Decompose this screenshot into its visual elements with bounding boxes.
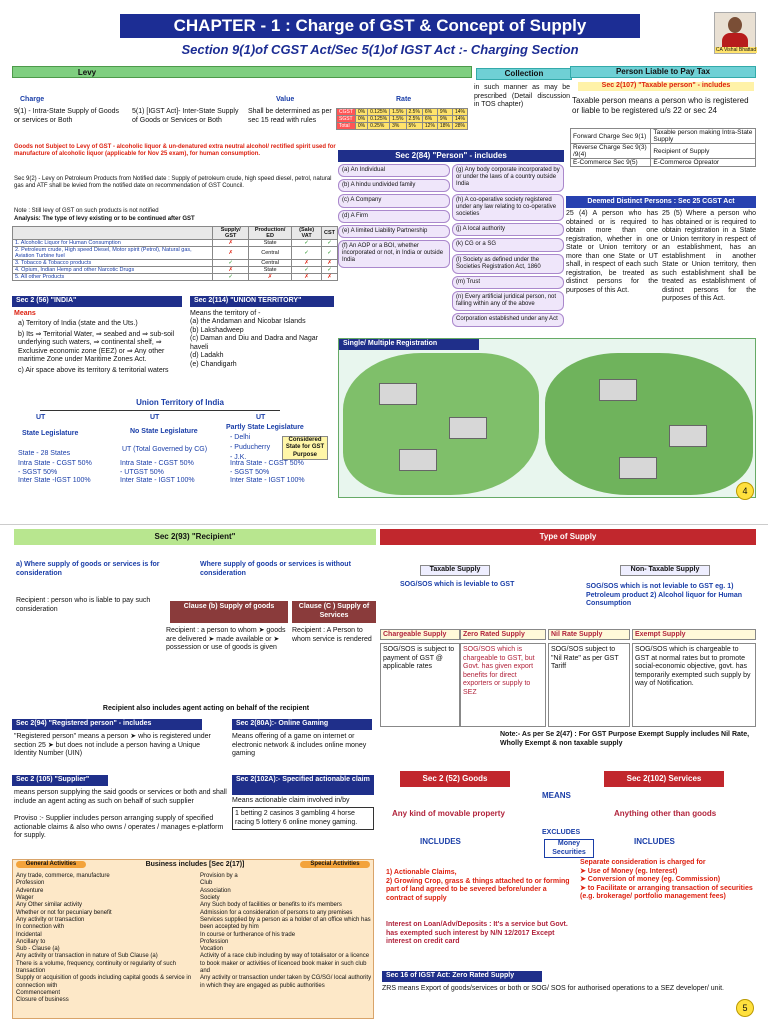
special-line: Services supplied by a person as a holder of an office which has been accepted by him — [200, 916, 371, 931]
charge-igst: 5(1) [IGST Act]- Inter-State Supply of Goods or Services or Both — [132, 108, 239, 124]
rate-cell: 2.5% — [406, 109, 422, 116]
ut-item: (c) Daman and Diu and Dadra and Nagar haveli — [190, 335, 319, 351]
rate-table — [336, 108, 468, 130]
section-title: Section 9(1)of CGST Act/Sec 5(1)of IGST Act :- Charging Section — [181, 42, 579, 57]
factory-icon-2 — [449, 417, 487, 439]
services-include-line: ➤ Use of Money (eg. Interest) — [580, 867, 678, 875]
puducherry: - Puducherry — [230, 444, 271, 451]
taxable-person-text: Taxable person means a person who is registered or liable to be registered u/s 22 or sec 24 — [572, 96, 749, 115]
factory-icon-4 — [599, 379, 637, 401]
rate-cell: 14% — [452, 116, 467, 123]
rate-cell: 6% — [422, 109, 437, 116]
person-item: (h) A co-operative society registered under any law relating to co-operative societies — [452, 194, 564, 222]
services-includes — [580, 859, 756, 902]
recip-b: Where supply of goods or services is without consideration — [200, 561, 351, 577]
online-header: Sec 2(80A):- Online Gaming — [232, 719, 372, 730]
goods-header: Sec 2 (52) Goods — [400, 771, 510, 787]
general-line: Incidental — [16, 931, 42, 938]
general-list — [16, 873, 196, 1005]
considered-box: Considered State for GST Purpose — [282, 436, 328, 460]
rate-cell: 18% — [437, 123, 452, 130]
rate-cell: 1.5% — [390, 116, 406, 123]
levy-head-cell — [13, 227, 213, 240]
note-text: Note : Still levy of GST on such products is not notified — [14, 208, 159, 214]
interest-text: Interest on Loan/Adv/Deposits : It's a service but Govt. has exempted such interest by N/N 12/2017 Except interest on credit card — [386, 921, 568, 946]
rate-cell: 2.5% — [406, 116, 422, 123]
ut-item: (a) the Andaman and Nicobar Islands — [190, 318, 306, 325]
levy-cell: ✗ — [249, 274, 292, 281]
not-subject-text — [14, 144, 336, 159]
services-include-line: ➤ to Facilitate or arranging transaction of securities (e.g. brokerage/ portfolio management fees) — [580, 884, 753, 901]
author-photo — [714, 12, 756, 54]
person-left-col — [338, 164, 450, 270]
means-label: MEANS — [542, 791, 571, 800]
general-line: Wager — [16, 894, 34, 901]
recipient-header: Sec 2(93) "Recipient" — [14, 529, 376, 545]
person-item: Corporation established under any Act — [452, 313, 564, 326]
person-item: (f) An AOP or a BOI, whether incorporated or not, in India or outside India — [338, 240, 450, 268]
deemed-header: Deemed Distinct Persons : Sec 25 CGST Act — [566, 196, 756, 208]
ut-gov: UT (Total Governed by CG) — [122, 446, 208, 453]
india-item: c) Air space above its territory & territorial waters — [18, 366, 169, 374]
taxable-supply: Taxable Supply — [420, 565, 490, 576]
general-line: Commencement — [16, 990, 61, 996]
tax-line: - UTGST 50% — [120, 468, 164, 476]
supply-col-text: SOG/SOS which is chargeable to GST, but Govt. has given export benefits for direct exporters or supply to SEZ — [460, 643, 546, 727]
levy-cell: Central — [249, 247, 292, 260]
deemed-left: 25 (4) A person who has obtained or is required to obtain more than one registration, whether in one State or Union territory or more than one State or UT shall, in respect of each such registration, be treated as distinct persons for the purposes of this Act. — [566, 210, 658, 294]
special-line: Provision by a — [200, 873, 238, 879]
rate-cell: 6% — [422, 116, 437, 123]
registration-diagram — [338, 338, 756, 498]
ut-intro: Means the territory of - — [190, 310, 261, 317]
tax-mid — [120, 460, 230, 486]
levy-cell: ✗ — [292, 274, 322, 281]
liable-table — [570, 128, 756, 167]
general-line: Adventure — [16, 887, 44, 894]
taxable-text: SOG/SOS which is leviable to GST — [400, 581, 515, 588]
ut-list — [190, 318, 336, 369]
liable-row — [571, 159, 756, 167]
person-right-col — [452, 164, 564, 329]
levy-cell: ✓ — [213, 260, 249, 267]
person-item: (b) A hindu undivided family — [338, 179, 450, 192]
rate-cell: 12% — [422, 123, 437, 130]
levy-cell: ✗ — [213, 240, 249, 247]
zrs-header: Sec 16 of IGST Act: Zero Rated Supply — [382, 971, 542, 982]
clause-b-text: Recipient : a person to whom ➤ goods are delivered ➤ made available or ➤ possession or use of goods is given — [166, 627, 286, 652]
levy-head-cell: Production/ ED — [249, 227, 292, 240]
services-header: Sec 2(102) Services — [604, 771, 724, 787]
online-text: Means offering of a game on internet or electronic network & includes online money gaming — [232, 733, 367, 758]
levy-cell: 2. Petroleum crude, High speed Diesel, Motor spirit (Petrol), Natural gas, Aviation Turbine fuel — [13, 247, 213, 260]
special-line: In course or furtherance of his trade — [200, 931, 296, 938]
india-item: a) Territory of India (state and the Uts.) — [18, 320, 138, 327]
special-line: Activity of a race club including by way of totalisator or a licence to book maker or activities of licenced book maker in such club and — [200, 953, 370, 975]
tax-line: Intra State - CGST 50% — [18, 460, 92, 467]
rate-cell: 3% — [390, 123, 406, 130]
general-line: There is a volume, frequency, continuity or regularity of such transaction — [16, 960, 176, 975]
levy-cell: ✓ — [321, 240, 337, 247]
levy-head-cell: (Sale) VAT — [292, 227, 322, 240]
levy-head-cell: CST — [321, 227, 337, 240]
levy-cell: 3. Tobacco & Tobacco products — [13, 260, 213, 267]
tax-right — [230, 460, 334, 486]
value-label: Value — [276, 96, 295, 103]
supply-col-header: Nil Rate Supply — [548, 629, 630, 640]
levy-row — [13, 247, 338, 260]
analysis-text: Analysis: The type of levy existing or to be continued after GST — [14, 216, 195, 222]
levy-cell: 1. Alcoholic Liquor for Human Consumption — [13, 240, 213, 247]
levy-label: Levy — [77, 68, 97, 77]
includes-left: INCLUDES — [420, 837, 461, 846]
supply-col-header: Zero Rated Supply — [460, 629, 546, 640]
reg-person-header: Sec 2(94) "Registered person" - includes — [12, 719, 202, 730]
proviso-text: Proviso :- Supplier includes person arranging supply of specified actionable claims & also who owns / operates / manages e-platform for supply. — [14, 815, 224, 840]
rate-cell: 9% — [437, 109, 452, 116]
levy-cell: 5. All other Products — [13, 274, 213, 281]
ut-left: UT — [36, 414, 46, 421]
supply-col-header: Chargeable Supply — [380, 629, 460, 640]
general-line: Any activity or transaction — [16, 916, 85, 923]
tax-line: Intra State - CGST 50% — [230, 460, 304, 467]
note-exempt: Note:- As per Se 2(47) : For GST Purpose Exempt Supply includes Nil Rate, Wholly Exempt & non taxable supply — [500, 731, 750, 747]
levy-row — [13, 260, 338, 267]
levy-cell: State — [249, 267, 292, 274]
liable-cell: Taxable person making Intra-State Supply — [651, 129, 756, 144]
levy-row — [13, 267, 338, 274]
person-item: (k) CG or a SG — [452, 238, 564, 251]
levy-cell: ✓ — [292, 247, 322, 260]
rate-label: Rate — [396, 96, 412, 103]
supply-col-text: SOG/SOS is subject to payment of GST @ applicable rates — [380, 643, 460, 727]
person-liable-label: Person Liable to Pay Tax — [570, 66, 756, 78]
india-means: Means — [14, 310, 36, 317]
actionable-list — [232, 807, 374, 830]
state-leg: State Legislature — [22, 430, 79, 437]
supplier-text: means person supplying the said goods or services or both and shall include an agent acting as such on behalf of such supplier — [14, 789, 227, 805]
clause-b: Clause (b) Supply of goods — [170, 601, 288, 623]
zrs-text: ZRS means Export of goods/services or both or SOG/ SOS for authorised operations to a SEZ developer/ unit. — [382, 985, 725, 992]
factory-icon-6 — [619, 457, 657, 479]
ut-header: Sec 2(114) "UNION TERRITORY" — [190, 296, 334, 307]
collection-text: in such manner as may be prescribed (Detail discussion in TOS chapter) — [474, 84, 570, 109]
rate-cell: 0% — [355, 116, 367, 123]
india-header: Sec 2 (56) "INDIA" — [12, 296, 182, 307]
levy-cell: ✗ — [321, 274, 337, 281]
business-header: Business includes [Sec 2(17)] — [145, 861, 245, 868]
general-line: Supply or acquisition of goods including capital goods & service in connection with — [16, 975, 192, 989]
goods-include-line: 1) Actionable Claims, — [386, 869, 457, 876]
india-list — [18, 320, 188, 377]
clause-c-text: Recipient : A Person to whom service is rendered — [292, 627, 372, 643]
ut-mid: UT — [150, 414, 160, 421]
levy-cell: ✗ — [292, 260, 322, 267]
person-item: (j) A local authority — [452, 223, 564, 236]
movable-text: Any kind of movable property — [392, 809, 505, 818]
no-state-leg: No State Legislature — [130, 428, 198, 435]
special-line: Admission for a consideration of persons to any premises — [200, 909, 353, 916]
special-line: Society — [200, 894, 220, 901]
special-line: Association — [200, 887, 231, 894]
person-item: (d) A Firm — [338, 210, 450, 223]
tax-line: Inter State - IGST 100% — [120, 477, 195, 485]
rate-cell: 0% — [355, 123, 367, 130]
ut-item: (b) Lakshadweep — [190, 326, 244, 334]
rate-cell: 1.5% — [390, 109, 406, 116]
levy-cell: ✗ — [213, 247, 249, 260]
levy-cell: 4. Opium, Indian Hemp and other Narcotic Drugs — [13, 267, 213, 274]
clause-c: Clause (C ) Supply of Services — [292, 601, 376, 623]
tax-line: - SGST 50% — [230, 468, 270, 476]
rate-cell: 5% — [406, 123, 422, 130]
tax-left — [18, 460, 118, 486]
person-grid — [338, 164, 564, 342]
person-item: (n) Every artificial juridical person, not falling within any of the above — [452, 291, 564, 311]
actionable-items: 1 betting 2 casinos 3 gambling 4 horse racing 5 lottery 6 online money gaming. — [232, 807, 374, 830]
author-head-icon — [728, 17, 742, 33]
person-item: (g) Any body corporate incorporated by or under the laws of a country outside India — [452, 164, 564, 192]
tax-line: Intra State - CGST 50% — [120, 460, 194, 467]
value-text: Shall be determined as per sec 15 read with rules — [248, 108, 332, 124]
partly-state: Partly State Legislature — [226, 424, 304, 431]
collection-label: Collection — [476, 68, 572, 80]
person-item: (c) A Company — [338, 194, 450, 207]
reg-person-text: "Registered person" means a person ➤ who is registered under section 25 ➤ but does not include a person having a Unique Identity Number (UIN) — [14, 733, 211, 758]
author-name: CA Vishal Bhattad — [715, 47, 757, 53]
rate-row — [337, 123, 468, 130]
ut-right: UT — [256, 414, 266, 421]
general-line: Any trade, commerce, manufacture — [16, 873, 110, 879]
levy-cell: ✓ — [321, 247, 337, 260]
actionable-intro: Means actionable claim involved in/by — [232, 797, 350, 804]
liable-row — [571, 144, 756, 159]
charge-label: Charge — [20, 96, 45, 103]
special-tag: Special Activities — [300, 861, 370, 868]
author-body-icon — [722, 33, 748, 47]
tax-line: - SGST 50% — [18, 468, 58, 476]
petroleum-text: Sec 9(2) - Levy on Petroleum Products from Notified date : Supply of petroleum crude, high speed diesel, petrol, natural gas and ATF shall be levied from the notified date on recommendation of GST Council. — [14, 176, 332, 190]
liable-cell: E-Commerce Opreator — [651, 159, 756, 167]
levy-head-cell: Supply/ GST — [213, 227, 249, 240]
page-number-top: 4 — [736, 482, 754, 500]
agent-text: Recipient also includes agent acting on behalf of the recipient — [102, 705, 310, 712]
person-item: (m) Trust — [452, 276, 564, 289]
special-line: Any activity or transaction under taken by CG/SG/ local authority in which they are engaged as public authorities — [200, 975, 372, 989]
rate-row — [337, 109, 468, 116]
general-line: Any activity or transaction in nature of Sub Clause (a) — [16, 953, 158, 960]
goods-include-line: 2) Growing Crop, grass & things attached to or forming part of land agreed to be severed before/under a contract of supply — [386, 877, 570, 902]
general-line: Sub - Clause (a) — [16, 946, 60, 953]
general-line: Profession — [16, 880, 45, 887]
services-include-line: ➤ Conversion of money (eg. Commission) — [580, 876, 721, 884]
person-item: (e) A limited Liability Partnership — [338, 225, 450, 238]
supply-col-text: SOG/SOS subject to "Nil Rate" as per GST Tariff — [548, 643, 630, 727]
levy-row — [13, 240, 338, 247]
non-taxable-text: SOG/SOS which is not leviable to GST eg. 1) Petroleum product 2) Alcohol liquor for Human Consumption — [586, 583, 743, 608]
india-item: b) Its ⇒ Territorial Water, ⇒ seabed and ⇒ sub-soil underlying such waters, ⇒ continental shelf, ⇒ Exclusive economic zone (EEZ) or ⇒ Any other maritime Zone under Maritime Zones Act. — [18, 330, 175, 364]
uoi-title: Union Territory of India — [136, 398, 224, 407]
levy-cell: ✓ — [321, 267, 337, 274]
liable-cell: Recipient of Supply — [651, 144, 756, 159]
includes-right: INCLUDES — [634, 837, 675, 846]
levy-cell: ✓ — [292, 240, 322, 247]
general-tag: General Activities — [16, 861, 86, 868]
person-item: (l) Society as defined under the Societies Registration Act, 1860 — [452, 254, 564, 274]
liable-row — [571, 129, 756, 144]
rate-cell: 28% — [452, 123, 467, 130]
levy-table — [12, 226, 338, 281]
registration-header: Single/ Multiple Registration — [339, 339, 479, 350]
ut-item: (d) Ladakh — [190, 352, 224, 360]
levy-cell: ✗ — [321, 260, 337, 267]
jk: - J.K. — [230, 454, 247, 461]
factory-icon-1 — [379, 383, 417, 405]
special-line: Profession — [200, 938, 229, 945]
charge-cgst: 9(1) - Intra-State Supply of Goods or services or Both — [14, 108, 120, 124]
tree-line — [40, 410, 280, 411]
liable-cell: Forward Charge Sec 9(1) — [571, 129, 651, 144]
chapter-title: CHAPTER - 1 : Charge of GST & Concept of Supply — [173, 16, 587, 35]
page-number-bottom: 5 — [736, 999, 754, 1017]
factory-icon-3 — [399, 449, 437, 471]
rate-cell: Total — [337, 123, 356, 130]
rate-cell: 9% — [437, 116, 452, 123]
levy-cell: ✓ — [292, 267, 322, 274]
non-taxable-supply: Non- Taxable Supply — [620, 565, 710, 576]
tax-line: Inter State - IGST 100% — [230, 477, 305, 485]
money-box: Money Securities — [544, 839, 594, 858]
special-line: Any Such body of facilities or benefits to it's members — [200, 902, 342, 909]
state-28: State - 28 States — [18, 450, 71, 457]
special-list — [200, 873, 372, 990]
rate-cell: 14% — [452, 109, 467, 116]
supply-col-text: SOG/SOS which is chargeable to GST at normal rates but to promote social-economic objective, govt. has temporarily exempted such supply by way of Notification. — [632, 643, 756, 727]
ut-item: (e) Chandigarh — [190, 360, 237, 368]
liable-cell: E-Commerce Sec 9(5) — [571, 159, 651, 167]
person-item: (a) An Individual — [338, 164, 450, 177]
taxable-person-header: Sec 2(107) "Taxable person" - includes — [578, 82, 754, 91]
excludes-label: EXCLUDES — [542, 829, 581, 836]
delhi: - Delhi — [230, 434, 251, 441]
general-line: Closure of business — [16, 997, 69, 1004]
person-header: Sec 2(84) "Person" - includes — [338, 150, 564, 162]
special-line: Club — [200, 880, 213, 887]
rate-row — [337, 116, 468, 123]
rate-cell: SGST — [337, 116, 356, 123]
levy-cell: ✓ — [213, 274, 249, 281]
rate-cell: 0.125% — [368, 116, 390, 123]
tax-line: Inter State -IGST 100% — [18, 477, 91, 485]
general-line: In connection with — [16, 924, 65, 931]
goods-includes — [386, 869, 570, 903]
actionable-header: Sec 2(102A):- Specified actionable claim — [232, 775, 374, 795]
recipient-def: Recipient : person who is liable to pay such consideration — [16, 597, 151, 613]
deemed-right: 25 (5) Where a person who has obtained or is required to obtain registration in a State or Union territory in respect of an establishment, has an establishment in another State or Union territory, then such establishment shall be treated as establishment of distinct persons for the purposes of this Act. — [662, 210, 756, 303]
rate-cell: CGST — [337, 109, 356, 116]
liable-cell: Reverse Charge Sec 9(3) /9(4) — [571, 144, 651, 159]
other-than-text: Anything other than goods — [614, 809, 717, 818]
general-line: Whether or not for pecuniary benefit — [16, 909, 112, 916]
general-line: Any Other similar activity — [16, 902, 83, 909]
services-include-line: Separate consideration is charged for — [580, 859, 706, 866]
levy-cell: Central — [249, 260, 292, 267]
general-line: Ancillary to — [16, 938, 46, 945]
levy-row — [13, 274, 338, 281]
not-subject: Goods not Subject to Levy of GST - alcoholic liquor & un-denatured extra neutral alcohol/ rectified spirit used for manufacture of alcoholic liquor (applicable for Nov 25 exam), for human consumption. — [14, 144, 336, 158]
recip-a: a) Where supply of goods or services is for consideration — [16, 561, 160, 577]
rate-cell: 0% — [355, 109, 367, 116]
rate-cell: 0.125% — [368, 109, 390, 116]
tos-header: Type of Supply — [380, 529, 756, 545]
supply-col-header: Exempt Supply — [632, 629, 756, 640]
levy-cell: ✗ — [213, 267, 249, 274]
levy-cell: State — [249, 240, 292, 247]
supplier-header: Sec 2 (105) "Supplier" — [12, 775, 108, 786]
factory-icon-5 — [669, 425, 707, 447]
supply-cols — [380, 629, 756, 729]
rate-cell: 0.25% — [368, 123, 390, 130]
bottom-page — [0, 524, 768, 1024]
special-line: Vocation — [200, 946, 224, 953]
map-left — [343, 353, 539, 495]
